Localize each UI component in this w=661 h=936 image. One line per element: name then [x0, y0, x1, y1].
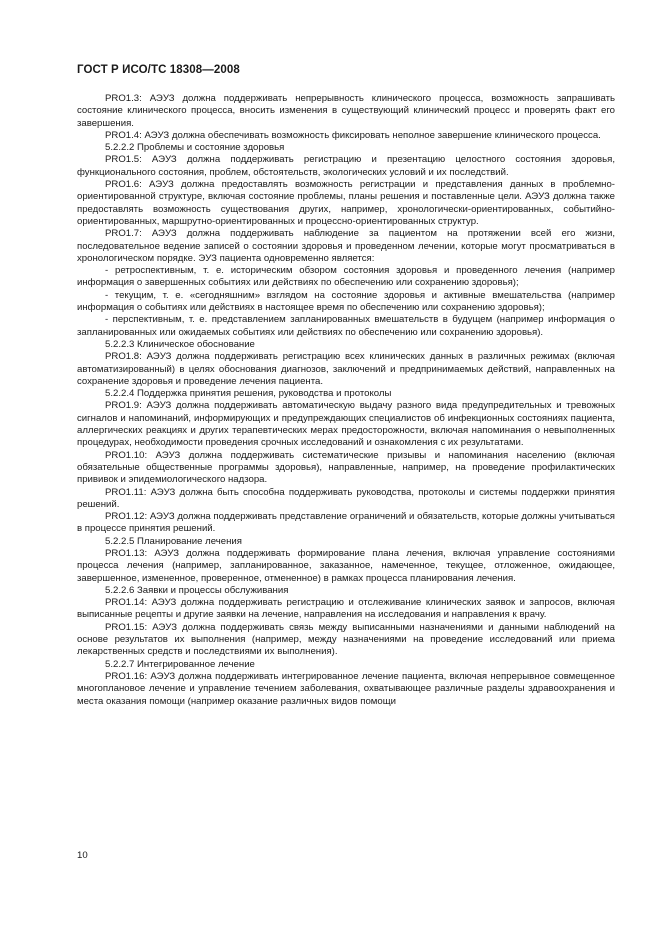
paragraph-pro1-16: PRO1.16: АЭУЗ должна поддерживать интегрированное лечение пациента, включая непрерывное совмещенное многоплановое лечение и управление течением заболевания, охватывающее различные разделы здравоохранения и места оказания помощи (например оказание различных видов помощи	[77, 670, 615, 707]
paragraph-pro1-6: PRO1.6: АЭУЗ должна предоставлять возможность регистрации и представления данных в проблемно-ориентированной структуре, включая состояние проблемы, планы решения и поставленные цели. АЭУЗ должна также предоставлять возможность существования других, например, хронологически-ориентированных, событийно-ориентированных, маршрутно-ориентированных и процессно-ориентированных структур.	[77, 179, 615, 227]
section-heading-5-2-2-4: 5.2.2.4 Поддержка принятия решения, руководства и протоколы	[105, 388, 392, 400]
list-item-prospective: - перспективным, т. е. представлением запланированных вмешательств в будущем (например информация о запланированных или ожидаемых событиях или действиях по обеспечению или сохранению здоровья).	[77, 314, 615, 338]
paragraph-pro1-3: PRO1.3: АЭУЗ должна поддерживать непрерывность клинического процесса, возможность запрашивать состояние клинического процесса, вносить изменения в существующий клинический процесс и проверять факт его завершения.	[77, 93, 615, 129]
section-heading-5-2-2-3: 5.2.2.3 Клиническое обоснование	[105, 338, 255, 350]
paragraph-pro1-12: PRO1.12: АЭУЗ должна поддерживать представление ограничений и обязательств, которые должны учитываться в процессе принятия решений.	[77, 511, 615, 535]
list-item-current: - текущим, т. е. «сегодняшним» взглядом на состояние здоровья и активные вмешательства (например информация о событиях или действиях в настоящее время по обеспечению или сохранению здоровья);	[77, 289, 615, 314]
page-number: 10	[77, 850, 88, 861]
section-heading-5-2-2-7: 5.2.2.7 Интегрированное лечение	[105, 658, 255, 670]
paragraph-pro1-15: PRO1.15: АЭУЗ должна поддерживать связь между выписанными назначениями и данными наблюдений на основе результатов их выполнения (например, между назначениями на проведение исследований или приема лекарственных средств и последствиями их выполнения).	[77, 621, 615, 658]
paragraph-pro1-11: PRO1.11: АЭУЗ должна быть способна поддерживать руководства, протоколы и системы поддержки принятия решений.	[77, 486, 615, 510]
section-heading-5-2-2-2: 5.2.2.2 Проблемы и состояние здоровья	[105, 142, 285, 154]
paragraph-pro1-8: PRO1.8: АЭУЗ должна поддерживать регистрацию всех клинических данных в различных режимах (включая автоматизированный) в целях обоснования диагнозов, заключений и предпринимаемых действий, направленных на сохранение здоровья и проведение лечения пациента.	[77, 351, 615, 387]
paragraph-pro1-14: PRO1.14: АЭУЗ должна поддерживать регистрацию и отслеживание клинических заявок и запросов, включая выписанные рецепты и другие заявки на лечение, направления на исследования и направления к врачу.	[77, 597, 615, 621]
paragraph-pro1-7: PRO1.7: АЭУЗ должна поддерживать наблюдение за пациентом на протяжении всей его жизни, последовательное ведение записей о состоянии здоровья и проведенном лечении, которые могут просматриваться в хронологическом порядке. ЭУЗ пациента одновременно является:	[77, 228, 615, 264]
list-item-retrospective: - ретроспективным, т. е. историческим обзором состояния здоровья и проведенного лечения (например информация о завершенных событиях или действиях по обеспечению или сохранению здоровья);	[77, 265, 615, 289]
paragraph-pro1-10: PRO1.10: АЭУЗ должна поддерживать систематические призывы и напоминания населению (включая обязательные общественные программы здоровья), направленные, например, на проведение профилактических прививок и эпидемиологического надзора.	[77, 449, 615, 486]
paragraph-pro1-9: PRO1.9: АЭУЗ должна поддерживать автоматическую выдачу разного вида предупредительных и тревожных сигналов и напоминаний, информирующих и предупреждающих специалистов об инфекционных состояниях пациента, аллергических реакциях и других терапевтических мерах предосторожности, включая напоминания о невыполненных процедурах, необходимости проведения срочных исследований и ознакомления с их результатами.	[77, 400, 615, 449]
section-heading-5-2-2-5: 5.2.2.5 Планирование лечения	[105, 535, 242, 547]
document-header: ГОСТ Р ИСО/ТС 18308—2008	[77, 64, 240, 76]
document-body	[77, 93, 615, 708]
paragraph-pro1-13: PRO1.13: АЭУЗ должна поддерживать формирование плана лечения, включая управление состояниями процесса лечения (например, запланированное, заказанное, намеченное, текущее, отложенное, ожидающее, завершенное, измененное, проверенное, отмененное) в рамках процесса планирования лечения.	[77, 547, 615, 584]
paragraph-pro1-5: PRO1.5: АЭУЗ должна поддерживать регистрацию и презентацию целостного состояния здоровья, функционального состояния, проблем, обстоятельств, экологических условий и их последствий.	[77, 154, 615, 178]
section-heading-5-2-2-6: 5.2.2.6 Заявки и процессы обслуживания	[105, 584, 289, 596]
paragraph-pro1-4: PRO1.4: АЭУЗ должна обеспечивать возможность фиксировать неполное завершение клинического процесса.	[105, 129, 601, 141]
